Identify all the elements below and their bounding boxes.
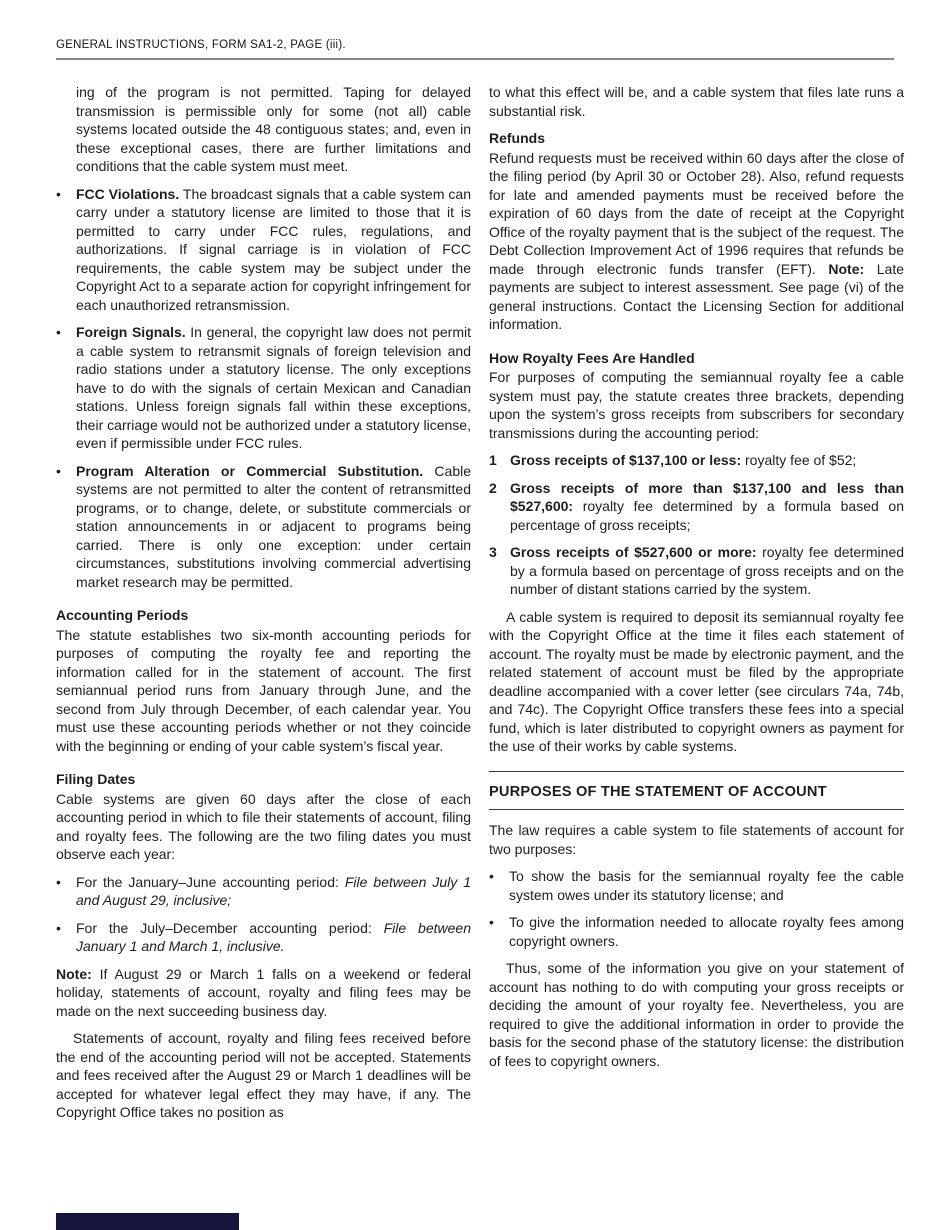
section-heading-accounting-periods: Accounting Periods (56, 607, 189, 623)
bullet-lead: Foreign Signals. (76, 324, 186, 340)
royalty-bracket-3 (489, 543, 904, 599)
note-body: If August 29 or March 1 falls on a weekend or federal holiday, statements of account, royalty and filing fees may be made on the next succeeding business day. (56, 965, 471, 1019)
bullet-italic: File between January 1 and March 1, inclusive. (76, 919, 471, 954)
right-column (489, 83, 904, 1131)
content-columns (56, 83, 905, 1131)
note-label: Note: (828, 260, 865, 277)
section-heading-royalty-fees: How Royalty Fees Are Handled (489, 349, 695, 366)
refunds-paragraph (489, 149, 904, 334)
bullet-item-foreign-signals (56, 323, 471, 453)
page-header: GENERAL INSTRUCTIONS, FORM SA1-2, PAGE (iii). (56, 39, 346, 51)
bullet-text (76, 185, 471, 315)
bullet-body: The broadcast signals that a cable system can carry under a statutory license are limited to those that it is permitted to carry under FCC rules, regulations, and authorizations. If signal carriage is in violation of FCC requirements, the cable system may be subject under the Copyright Act to a separate action for copyright infringement for each unauthorized retransmission. (76, 185, 471, 313)
bracket-body: royalty fee of $52; (741, 452, 857, 468)
bullet-icon: • (56, 462, 61, 479)
bracket-lead: Gross receipts of $137,100 or less: (510, 452, 742, 468)
filing-closing-paragraph: Statements of account, royalty and filing fees received before the end of the accounting period will not be accepted. Statements and fees received after the August 29 or March 1 deadlines will be accepted for whatever legal effect they may have, if any. The Copyright Office takes no position as (56, 1030, 471, 1120)
deposit-paragraph: A cable system is required to deposit its semiannual royalty fee with the Copyright Office at the time it files each statement of account. The royalty must be made by electronic payment, and the related statement of account must be filed by the appropriate deadline accompanied with a cover letter (see circulars 74a, 74b, and 74c). The Copyright Office transfers these fees into a special fund, which is later distributed to copyright owners as payment for the use of their works by cable systems. (489, 608, 904, 754)
bullet-text (76, 919, 471, 956)
bullet-item-fcc-violations (56, 185, 471, 315)
section-heading-filing-dates: Filing Dates (56, 771, 136, 787)
accounting-periods-paragraph: The statute establishes two six-month accounting periods for purposes of computing the royalty fee and reporting the information called for in the statement of account. The first semiannual period runs from January through June, and the second from July through December, of each calendar year. You must use these accounting periods whether or not they coincide with the beginning or ending of your cable system’s fiscal year. (56, 626, 471, 754)
note-label: Note: (56, 965, 92, 982)
section-heading-purposes: PURPOSES OF THE STATEMENT OF ACCOUNT (489, 771, 904, 811)
bullet-icon: • (56, 919, 61, 936)
bullet-lead: Program Alteration or Commercial Substitution. (76, 462, 424, 479)
filing-date-bullet-jan-june (56, 873, 471, 910)
royalty-bracket-1 (489, 451, 904, 470)
royalty-bracket-2 (489, 479, 904, 535)
purpose-bullet-allocation (489, 913, 904, 950)
bullet-text: To show the basis for the semiannual royalty fee the cable system owes under its statutory license; and (509, 868, 904, 903)
list-text (510, 479, 904, 535)
refunds-body: Refund requests must be received within 60 days after the close of the filing period (by April 30 or October 28). Also, refund requests for late and amended payments must be received before the expiration of 60 days from the date of receipt at the Copyright Office of the royalty payment that is the subject of the request. The Debt Collection Improvement Act of 1996 requires that refunds be made through electronic funds transfer (EFT). (489, 149, 904, 277)
bullet-text (76, 462, 471, 592)
section-heading-refunds: Refunds (489, 130, 545, 146)
bullet-icon: • (489, 914, 494, 930)
bullet-italic: File between July 1 and August 29, inclusive; (76, 873, 472, 908)
list-number: 1 (489, 452, 497, 468)
left-column (56, 83, 471, 1131)
purposes-paragraph: The law requires a cable system to file statements of account for two purposes: (489, 822, 904, 857)
bullet-lead: FCC Violations. (76, 185, 180, 202)
bullet-icon: • (56, 185, 61, 202)
note-paragraph (56, 965, 471, 1021)
continuation-paragraph: ing of the program is not permitted. Taping for delayed transmission is permissible only for some (not all) cable systems located outside the 48 contiguous states; and, even in these exceptional cases, there are further limitations and conditions that the cable system must meet. (76, 84, 471, 174)
filing-date-bullet-july-dec (56, 919, 471, 956)
footer-bar (56, 1213, 239, 1230)
purpose-bullet-royalty-basis (489, 867, 904, 904)
royalty-fees-paragraph: For purposes of computing the semiannual royalty fee a cable system must pay, the statute creates three brackets, depending upon the system’s gross receipts from subscribers for secondary transmissions during the accounting period: (489, 369, 904, 441)
list-number: 3 (489, 544, 497, 560)
bracket-body: royalty fee determined by a formula based on percentage of gross receipts; (510, 498, 904, 533)
continuation-paragraph: to what this effect will be, and a cable system that files late runs a substantial risk. (489, 84, 904, 119)
bullet-item-program-alteration (56, 462, 471, 592)
bullet-icon: • (489, 868, 494, 884)
bracket-body: royalty fee determined by a formula based on percentage of gross receipts and on the number of distant stations carried by the system. (510, 544, 905, 597)
bullet-icon: • (56, 324, 61, 340)
refunds-note-body: Late payments are subject to interest assessment. See page (vi) of the general instructions. Contact the Licensing Section for additional information. (489, 260, 905, 332)
bullet-text (76, 323, 471, 453)
bracket-lead: Gross receipts of $527,600 or more: (510, 544, 757, 560)
list-text (510, 543, 904, 599)
bullet-body: In general, the copyright law does not permit a cable system to retransmit signals of foreign television and radio stations under a statutory license. The only exceptions have to do with the signals of certain Mexican and Canadian stations. Unless foreign signals fall within these exceptions, their carriage would not be authorized under a statutory license, even if permissible under FCC rules. (76, 324, 471, 451)
list-number: 2 (489, 479, 497, 496)
bracket-lead: Gross receipts of more than $137,100 and less than $527,600: (510, 479, 904, 514)
list-text (510, 451, 904, 470)
bullet-body: For the July–December accounting period: (76, 919, 384, 936)
header-rule (56, 58, 894, 60)
bullet-text: To give the information needed to allocate royalty fees among copyright owners. (509, 914, 904, 949)
bullet-icon: • (56, 873, 61, 890)
bullet-body: Cable systems are not permitted to alter the content of retransmitted programs, or to change, delete, or substitute commercials or station announcements in or adjacent to programs being carried. There is only one exception: under certain circumstances, substitutions involving commercial advertising market research may be permitted. (76, 462, 472, 590)
bullet-text (76, 873, 471, 910)
bullet-body: For the January–June accounting period: (76, 873, 345, 890)
purposes-closing-paragraph: Thus, some of the information you give on your statement of account has nothing to do with computing your gross receipts or deciding the amount of your royalty fee. Nevertheless, you are required to give the additional information in order to provide the basis for the second phase of the statutory license: the distribution of fees to copyright owners. (489, 960, 904, 1069)
filing-dates-paragraph: Cable systems are given 60 days after the close of each accounting period in which to file their statements of account, filing and royalty fees. The following are the two filing dates you must observe each year: (56, 790, 471, 862)
